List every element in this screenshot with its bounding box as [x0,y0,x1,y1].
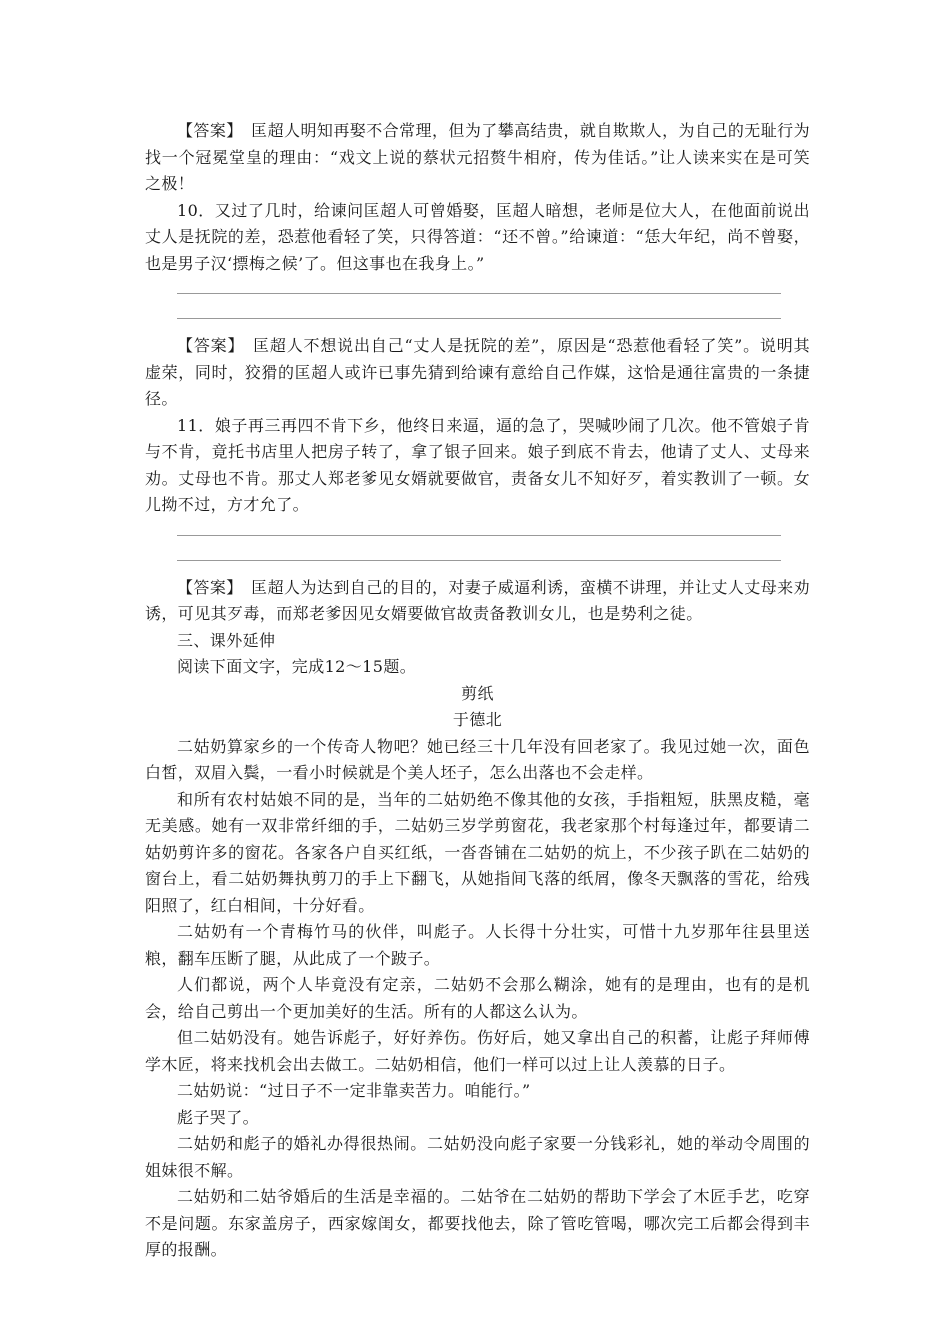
story-paragraph: 人们都说，两个人毕竟没有定亲，二姑奶不会那么糊涂，她有的是理由，也有的是机会，给自己剪出一个更加美好的生活。所有的人都这么认为。 [145,975,810,1021]
question-10: 10．又过了几时，给谏问匡超人可曾婚娶，匡超人暗想，老师是位大人，在他面前说出丈人是抚院的差，恐惹他看轻了笑，只得答道：“还不曾。”给谏道：“恁大年纪，尚不曾娶，也是男子汉‘摽梅之候’了。但这事也在我身上。” [145,200,810,273]
story-paragraph: 二姑奶有一个青梅竹马的伙伴，叫彪子。人长得十分壮实，可惜十九岁那年往县里送粮，翻车压断了腿，从此成了一个跛子。 [145,922,810,968]
answer-10: 【答案】 匡超人不想说出自己“丈人是抚院的差”，原因是“恐惹他看轻了笑”。说明其虚荣，同时，狡猾的匡超人或许已事先猜到给谏有意给自己作媒，这恰是通往富贵的一条捷径。 [145,336,810,408]
section-heading: 三、课外延伸 [177,630,276,650]
answer-9: 【答案】 匡超人明知再娶不合常理，但为了攀高结贵，就自欺欺人，为自己的无耻行为找一个冠冕堂皇的理由：“戏文上说的蔡状元招赘牛相府，传为佳话。”让人读来实在是可笑之极！ [145,121,810,193]
question-11: 11．娘子再三再四不肯下乡，他终日来逼，逼的急了，哭喊吵闹了几次。他不管娘子肯与不肯，竟托书店里人把房子转了，拿了银子回来。娘子到底不肯去，他请了丈人、丈母来劝。丈母也不肯。那丈人郑老爹见女婿就要做官，责备女儿不知好歹，着实教训了一顿。女儿拗不过，方才允了。 [145,415,810,514]
story-title: 剪纸 [461,683,494,703]
answer-lines [145,521,810,571]
reading-instruction: 阅读下面文字，完成12～15题。 [177,657,417,676]
answer-11: 【答案】 匡超人为达到自己的目的，对妻子威逼利诱，蛮横不讲理，并让丈人丈母来劝诱，可见其歹毒，而郑老爹因见女婿要做官故责备教训女儿，也是势利之徒。 [145,577,810,623]
story-paragraph: 但二姑奶没有。她告诉彪子，好好养伤。伤好后，她又拿出自己的积蓄，让彪子拜师傅学木匠，将来找机会出去做工。二姑奶相信，他们一样可以过上让人羡慕的日子。 [145,1028,810,1074]
document-body [145,118,810,1264]
story-paragraph: 二姑奶和彪子的婚礼办得很热闹。二姑奶没向彪子家要一分钱彩礼，她的举动令周围的姐妹很不解。 [145,1134,810,1180]
answer-line [177,318,781,319]
story-paragraph: 二姑奶算家乡的一个传奇人物吧？她已经三十几年没有回老家了。我见过她一次，面色白皙，双眉入鬓，一看小时候就是个美人坯子，怎么出落也不会走样。 [145,736,810,782]
story-author: 于德北 [452,710,503,729]
story-paragraph: 二姑奶说：“过日子不一定非靠卖苦力。咱能行。” [177,1081,531,1100]
story-paragraph: 和所有农村姑娘不同的是，当年的二姑奶绝不像其他的女孩，手指粗短，肤黑皮糙，毫无美感。她有一双非常纤细的手，二姑奶三岁学剪窗花，我老家那个村每逢过年，都要请二姑奶剪许多的窗花。各家各户自买红纸，一沓沓铺在二姑奶的炕上，不少孩子趴在二姑奶的窗台上，看二姑奶舞执剪刀的手上下翻飞，从她指间飞落的纸屑，像冬天飘落的雪花，给残阳照了，红白相间，十分好看。 [145,789,810,915]
answer-line [177,560,781,561]
story-paragraph: 彪子哭了。 [177,1107,260,1127]
story-paragraph: 二姑奶和二姑爷婚后的生活是幸福的。二姑爷在二姑奶的帮助下学会了木匠手艺，吃穿不是问题。东家盖房子，西家嫁闺女，都要找他去，除了管吃管喝，哪次完工后都会得到丰厚的报酬。 [145,1187,810,1259]
answer-line [177,535,781,536]
answer-line [177,293,781,294]
answer-lines [145,279,810,329]
